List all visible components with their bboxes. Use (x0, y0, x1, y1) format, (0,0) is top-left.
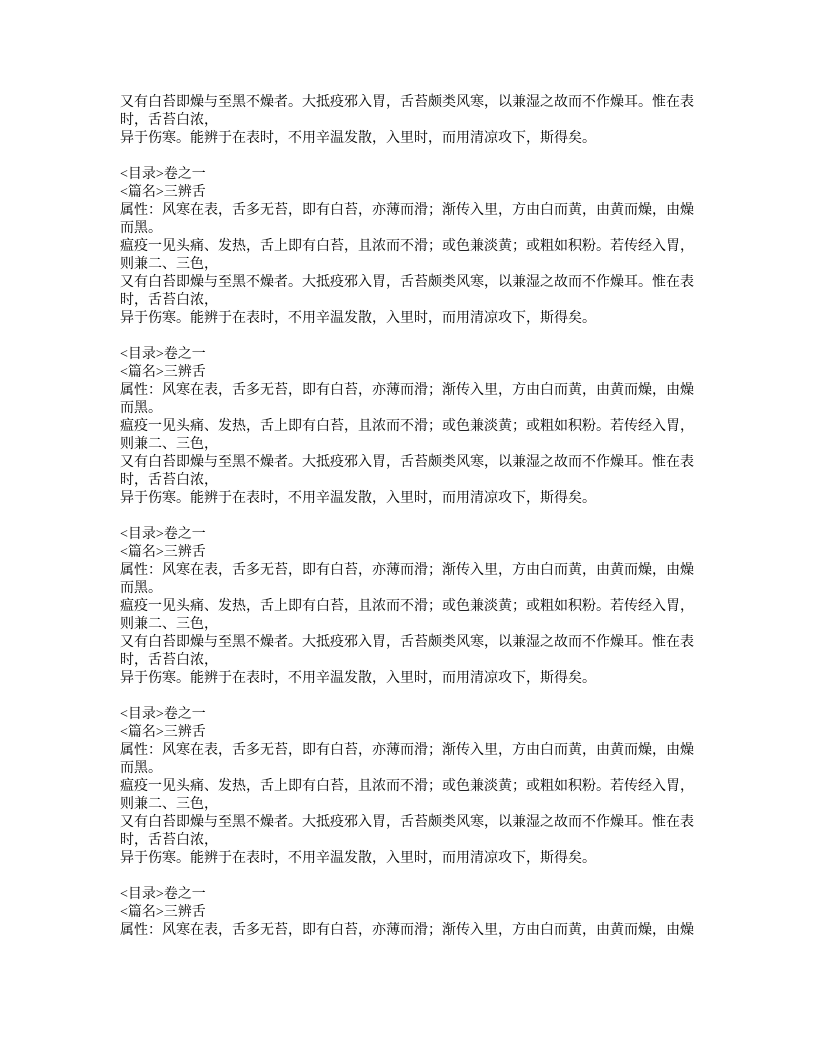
text-line: 瘟疫一见头痛、发热，舌上即有白苔，且浓而不滑；或色兼淡黄；或粗如积粉。若传经入胃， (120, 599, 694, 614)
text-line: 属性：风寒在表，舌多无苔，即有白苔，亦薄而滑；渐传入里，方由白而黄，由黄而燥，由燥 (120, 563, 694, 578)
text-line: 属性：风寒在表，舌多无苔，即有白苔，亦薄而滑；渐传入里，方由白而黄，由黄而燥，由燥 (120, 743, 694, 758)
text-line: 则兼二、三色， (120, 797, 218, 812)
paragraph-gap (120, 688, 720, 706)
chapter-title: <篇名>三辨舌 (120, 365, 206, 380)
paragraph-gap (120, 508, 720, 526)
text-line: 属性：风寒在表，舌多无苔，即有白苔，亦薄而滑；渐传入里，方由白而黄，由黄而燥，由燥 (120, 383, 694, 398)
catalog-heading: <目录>卷之一 (120, 167, 206, 182)
catalog-heading: <目录>卷之一 (120, 347, 206, 362)
text-line: 时，舌苔白浓， (120, 653, 218, 668)
text-line: 时，舌苔白浓， (120, 833, 218, 848)
text-line: 而黑。 (120, 761, 162, 776)
text-line: 异于伤寒。能辨于在表时，不用辛温发散，入里时，而用清凉攻下，斯得矣。 (120, 671, 596, 686)
paragraph-gap (120, 148, 720, 166)
text-line: 而黑。 (120, 401, 162, 416)
text-line: 又有白苔即燥与至黑不燥者。大抵疫邪入胃，舌苔颇类风寒，以兼湿之故而不作燥耳。惟在表 (120, 95, 694, 110)
text-line: 则兼二、三色， (120, 617, 218, 632)
chapter-title: <篇名>三辨舌 (120, 185, 206, 200)
document-body (120, 94, 720, 940)
catalog-heading: <目录>卷之一 (120, 707, 206, 722)
text-line: 时，舌苔白浓， (120, 293, 218, 308)
catalog-heading: <目录>卷之一 (120, 527, 206, 542)
text-line: 异于伤寒。能辨于在表时，不用辛温发散，入里时，而用清凉攻下，斯得矣。 (120, 851, 596, 866)
text-line: 属性：风寒在表，舌多无苔，即有白苔，亦薄而滑；渐传入里，方由白而黄，由黄而燥，由燥 (120, 203, 694, 218)
text-line: 又有白苔即燥与至黑不燥者。大抵疫邪入胃，舌苔颇类风寒，以兼湿之故而不作燥耳。惟在表 (120, 455, 694, 470)
text-line: 瘟疫一见头痛、发热，舌上即有白苔，且浓而不滑；或色兼淡黄；或粗如积粉。若传经入胃， (120, 239, 694, 254)
catalog-heading: <目录>卷之一 (120, 887, 206, 902)
text-line: 又有白苔即燥与至黑不燥者。大抵疫邪入胃，舌苔颇类风寒，以兼湿之故而不作燥耳。惟在表 (120, 275, 694, 290)
text-line: 则兼二、三色， (120, 257, 218, 272)
text-line: 异于伤寒。能辨于在表时，不用辛温发散，入里时，而用清凉攻下，斯得矣。 (120, 311, 596, 326)
text-line: 而黑。 (120, 221, 162, 236)
chapter-title: <篇名>三辨舌 (120, 905, 206, 920)
text-line: 时，舌苔白浓， (120, 473, 218, 488)
text-line: 而黑。 (120, 581, 162, 596)
text-line: 属性：风寒在表，舌多无苔，即有白苔，亦薄而滑；渐传入里，方由白而黄，由黄而燥，由燥 (120, 923, 694, 938)
chapter-title: <篇名>三辨舌 (120, 545, 206, 560)
text-line: 瘟疫一见头痛、发热，舌上即有白苔，且浓而不滑；或色兼淡黄；或粗如积粉。若传经入胃， (120, 779, 694, 794)
text-line: 瘟疫一见头痛、发热，舌上即有白苔，且浓而不滑；或色兼淡黄；或粗如积粉。若传经入胃， (120, 419, 694, 434)
text-line: 时，舌苔白浓， (120, 113, 218, 128)
paragraph-gap (120, 868, 720, 886)
text-line: 异于伤寒。能辨于在表时，不用辛温发散，入里时，而用清凉攻下，斯得矣。 (120, 491, 596, 506)
text-line: 则兼二、三色， (120, 437, 218, 452)
text-line: 又有白苔即燥与至黑不燥者。大抵疫邪入胃，舌苔颇类风寒，以兼湿之故而不作燥耳。惟在表 (120, 635, 694, 650)
paragraph-gap (120, 328, 720, 346)
chapter-title: <篇名>三辨舌 (120, 725, 206, 740)
text-line: 异于伤寒。能辨于在表时，不用辛温发散，入里时，而用清凉攻下，斯得矣。 (120, 131, 596, 146)
text-line: 又有白苔即燥与至黑不燥者。大抵疫邪入胃，舌苔颇类风寒，以兼湿之故而不作燥耳。惟在表 (120, 815, 694, 830)
